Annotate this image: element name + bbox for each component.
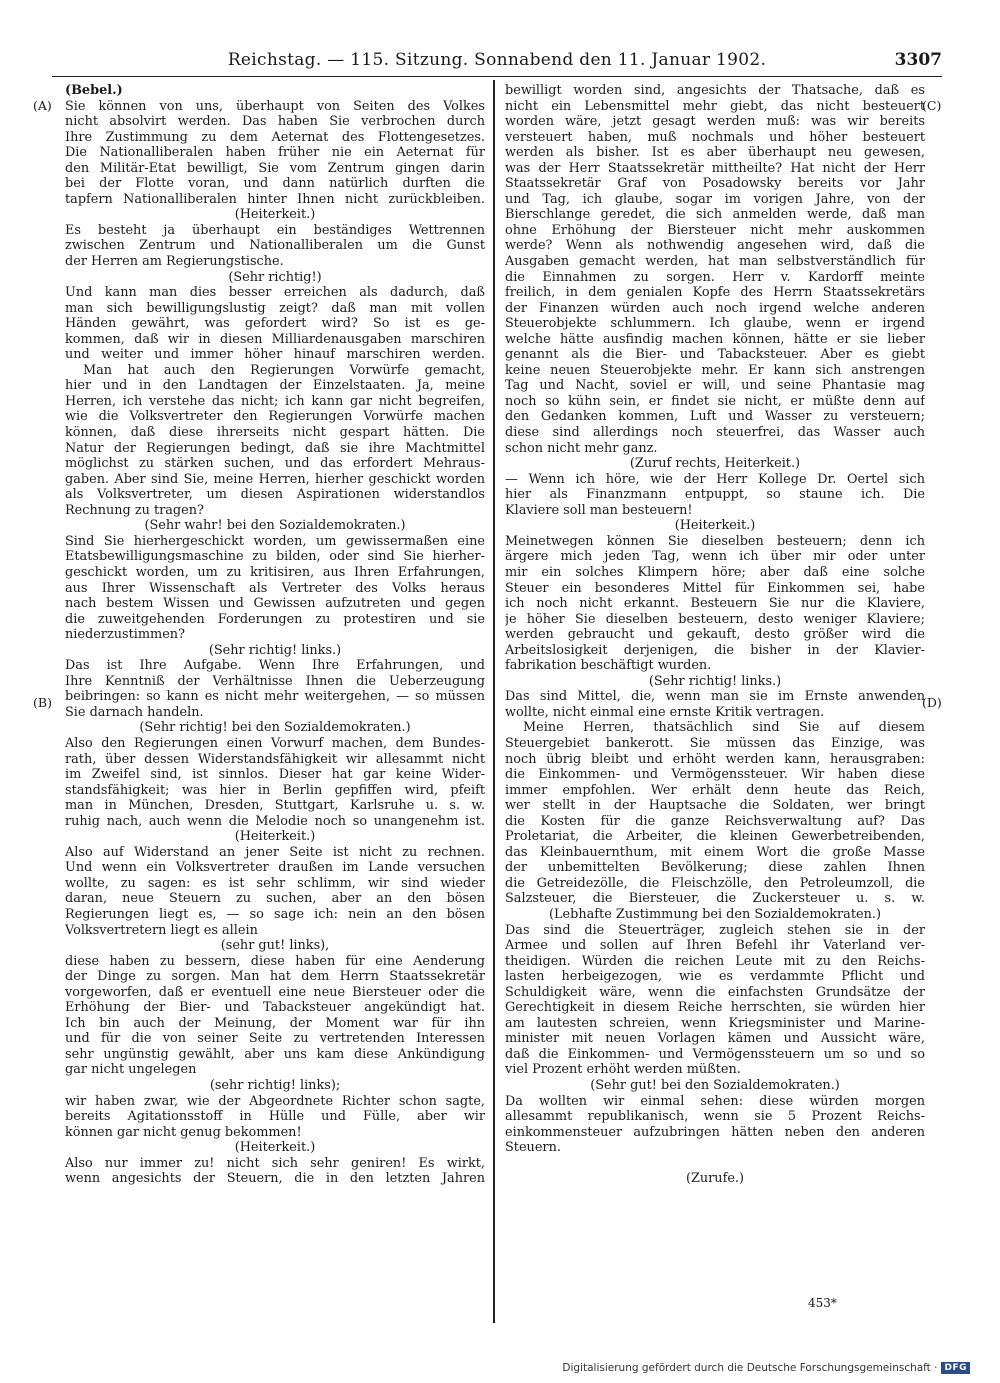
text-line: bei der Flotte voran, und dann natürlich durften die <box>65 176 485 192</box>
left-column <box>65 83 485 1187</box>
text-line: bewilligt worden sind, angesichts der Thatsache, daß es <box>505 83 925 98</box>
text-line: Meinetwegen können Sie dieselben besteuern; denn ich <box>505 533 925 549</box>
text-line: diese haben zu bessern, diese haben für eine Aenderung <box>65 953 485 969</box>
text-line: — Wenn ich höre, wie der Herr Kollege Dr. Oertel sich <box>505 471 925 487</box>
text-line: gaben. Aber sind Sie, meine Herren, hierher geschickt worden <box>65 471 485 487</box>
text-line: möglichst zu stärken suchen, und das erfordert Mehraus- <box>65 456 485 472</box>
text-line: ärgere mich jeden Tag, wenn ich über mir oder unter <box>505 549 925 565</box>
text-line: und Tag, ich glaube, sogar im vorigen Jahre, von der <box>505 191 925 207</box>
text-line: Das sind Mittel, die, wenn man sie im Ernste anwenden <box>505 689 925 705</box>
text-line: Salzsteuer, die Biersteuer, die Zuckersteuer u. s. w. <box>505 891 925 907</box>
margin-marker-d: (D) <box>922 695 942 710</box>
text-line: und für die von seiner Seite zu vertretenden Interessen <box>65 1031 485 1047</box>
text-line: Und kann man dies besser erreichen als dadurch, daß <box>65 285 485 301</box>
text-line: bereits Agitationsstoff in Hülle und Fülle, aber wir <box>65 1109 485 1125</box>
right-column <box>505 83 925 1187</box>
text-line: rath, über dessen Widerstandsfähigkeit wir allesammt nicht <box>65 751 485 767</box>
text-line: Sind Sie hierhergeschickt worden, um gewissermaßen eine <box>65 533 485 549</box>
interjection-line: (Sehr gut! bei den Sozialdemokraten.) <box>590 1078 840 1093</box>
text-line: und weiter und immer höher hinauf marschiren werden. <box>65 347 485 363</box>
text-line: Schuldigkeit wäre, wenn die einfachsten Grundsätze der <box>505 984 925 1000</box>
text-line: Ihre Zustimmung zu dem Aeternat des Flottengesetzes. <box>65 129 485 145</box>
text-line: nach bestem Wissen und Gewissen aufzutreten und gegen <box>65 596 485 612</box>
text-line: minister mit neuen Vorlagen kämen und Aussicht wäre, <box>505 1031 925 1047</box>
interjection-line: (Heiterkeit.) <box>234 207 316 223</box>
text-line: welche hätte ausfindig machen können, hätte er sie lieber <box>505 331 925 347</box>
text-line: Man hat auch den Regierungen Vorwürfe gemacht, <box>83 362 485 378</box>
text-line: Steuerobjekte schlummern. Ich glaube, wenn er irgend <box>505 316 925 332</box>
text-line: Also den Regierungen einen Vorwurf machen, dem Bundes- <box>65 735 485 751</box>
text-line: Herren, ich verstehe das nicht; ich kann gar nicht begreifen, <box>65 393 485 409</box>
text-line: Rechnung zu tragen? <box>65 502 204 518</box>
text-line: versteuert haben, muß nochmals und höher besteuert <box>505 129 925 145</box>
text-line: vorgeworfen, daß er eventuell eine neue Biersteuer oder die <box>65 984 485 1000</box>
interjection-line: (Sehr wahr! bei den Sozialdemokraten.) <box>144 518 406 534</box>
text-line: fabrikation beschäftigt wurden. <box>505 658 712 674</box>
text-line: wollte, zu sagen: es ist sehr schlimm, wir sind wieder <box>65 875 485 891</box>
footer <box>562 1362 970 1374</box>
text-line: Natur der Regierungen bedingt, daß sie ihre Machtmittel <box>65 440 485 456</box>
speaker-name: (Bebel.) <box>65 83 123 98</box>
text-line: am lautesten schreien, wenn Kriegsminister und Marine- <box>505 1015 925 1031</box>
interjection-line: (Heiterkeit.) <box>674 518 756 534</box>
page-header <box>52 42 942 77</box>
text-line: Gerechtigkeit in diesem Reiche herrschten, sie würden hier <box>505 1000 925 1016</box>
text-line: Händen gewährt, was gefordert wird? So ist es ge- <box>65 316 485 332</box>
interjection-line: (Heiterkeit.) <box>234 829 316 845</box>
text-line: einkommensteuer aufzubringen hätten neben den anderen <box>505 1124 925 1140</box>
text-line: daran, neue Steuern zu suchen, aber an den bösen <box>65 891 485 907</box>
text-line: Steuergebiet bankerott. Sie müssen das Einzige, was <box>505 735 925 751</box>
text-line: daß die Einkommen- und Vermögenssteuern um so und so <box>505 1046 925 1062</box>
text-line: werden gebraucht und gekauft, desto größer wird die <box>505 627 925 643</box>
text-line: kommen, daß wir in diesen Milliardenausgaben marschiren <box>65 331 485 347</box>
text-line: noch übrig bleibt und erhöht werden kann, herausgraben: <box>505 751 925 767</box>
text-line: die Einkommen- und Vermögenssteuer. Wir haben diese <box>505 767 925 783</box>
text-line: allesammt republikanisch, wenn sie 5 Prozent Reichs- <box>505 1109 925 1125</box>
text-line: niederzustimmen? <box>65 627 185 643</box>
text-line: Sie können von uns, überhaupt von Seiten des Volkes <box>65 98 485 114</box>
interjection-line: (Zuruf rechts, Heiterkeit.) <box>629 456 801 472</box>
text-line: die zuweitgehenden Forderungen zu protestiren und sie <box>65 611 485 627</box>
text-line: Meine Herren, thatsächlich sind Sie auf diesem <box>523 720 925 736</box>
text-line: schon nicht mehr ganz. <box>505 440 658 456</box>
text-line: das Kleinbauernthum, mit einem Wort die große Masse <box>505 844 925 860</box>
text-line: ich noch nicht erkannt. Besteuern Sie nur die Klaviere, <box>505 596 925 612</box>
interjection-line: (Sehr richtig! links.) <box>648 673 782 689</box>
text-line: wie die Volksvertreter den Regierungen Vorwürfe machen <box>65 409 485 425</box>
text-line: geschickt worden, um zu kritisiren, aus Ihren Erfahrungen, <box>65 564 485 580</box>
margin-marker-a: (A) <box>33 98 52 113</box>
text-line: freilich, in dem genialen Kopfe des Herrn Staatssekretärs <box>505 285 925 301</box>
text-line: Und wenn ein Volksvertreter draußen im Lande versuchen <box>65 860 485 876</box>
text-line: im Zweifel sind, ist sinnlos. Dieser hat gar keine Wider- <box>65 767 485 783</box>
footer-credit: Digitalisierung gefördert durch die Deutsche Forschungsgemeinschaft · <box>562 1362 938 1374</box>
text-line: Also nur immer zu! nicht sich sehr geniren! Es wirkt, <box>65 1155 485 1171</box>
text-line: zwischen Zentrum und Nationalliberalen um die Gunst <box>65 238 485 254</box>
text-line: man sich bewilligungslustig zeigt? daß man mit vollen <box>65 300 485 316</box>
text-line: Das ist Ihre Aufgabe. Wenn Ihre Erfahrungen, und <box>65 658 485 674</box>
text-line: aus Ihrer Wissenschaft als Vertreter des Volks heraus <box>65 580 485 596</box>
running-title: Reichstag. — 115. Sitzung. Sonnabend den 11. Januar 1902. <box>227 50 767 70</box>
text-line: die Kosten für die ganze Reichsverwaltung auf? Das <box>505 813 925 829</box>
interjection-line: (sehr gut! links), <box>220 938 330 954</box>
text-line: werde? Wenn als nothwendig angesehen wird, daß die <box>505 238 925 254</box>
text-line: werden als bisher. Ist es aber überhaupt neu gewesen, <box>505 145 925 161</box>
text-line: der Dinge zu sorgen. Man hat dem Herrn Staatssekretär <box>65 969 485 985</box>
text-line: Volksvertretern liegt es allein <box>65 922 258 938</box>
text-line: Tag und Nacht, soviel er will, und seine Phantasie mag <box>505 378 925 394</box>
text-line: können, daß diese ihrerseits nicht gespart hätten. Die <box>65 425 485 441</box>
text-line: Klaviere soll man besteuern! <box>505 502 693 518</box>
margin-marker-c: (C) <box>922 98 942 113</box>
text-line: sehr ungünstig gewählt, aber uns kam diese Ankündigung <box>65 1046 485 1062</box>
dfg-logo-icon: DFG <box>941 1362 970 1374</box>
text-line: Bierschlange geredet, die sich anmelden werde, daß man <box>505 207 925 223</box>
text-line: Staatssekretär Graf von Posadowsky bereits vor Jahr <box>505 176 925 192</box>
text-line: diese sind allerdings noch steuerfrei, das Wasser auch <box>505 425 925 441</box>
text-line: hier als Finanzmann entpuppt, so staune ich. Die <box>505 487 925 503</box>
page-number: 3307 <box>894 50 942 70</box>
text-line: noch so kühn sein, er findet sie nicht, er müßte denn auf <box>505 393 925 409</box>
text-line: nicht ein Lebensmittel mehr giebt, das nicht besteuert <box>505 98 925 114</box>
text-line: gar nicht ungelegen <box>65 1062 197 1078</box>
margin-marker-b: (B) <box>33 695 52 710</box>
text-line: Da wollten wir einmal sehen: diese würden morgen <box>505 1093 925 1109</box>
text-line: den Gedanken kommen, Luft und Wasser zu versteuern; <box>505 409 925 425</box>
text-line: ruhig nach, auch wenn die Melodie noch so unangenehm ist. <box>65 813 485 829</box>
text-line: je höher Sie dieselben besteuern, desto weniger Klaviere; <box>505 611 925 627</box>
text-line: der unbemittelten Bevölkerung; diese zahlen Ihnen <box>505 860 925 876</box>
text-line: wir haben zwar, wie der Abgeordnete Richter schon sagte, <box>65 1093 485 1109</box>
text-line: Steuer ein besonderes Mittel für Einkommen sei, habe <box>505 580 925 596</box>
text-line: Etatsbewilligungsmaschine zu bilden, oder sind Sie hierher- <box>65 549 485 565</box>
text-line: den Militär-Etat bewilligt, Sie vom Zentrum gingen darin <box>65 160 485 176</box>
interjection-line: (Lebhafte Zustimmung bei den Sozialdemokraten.) <box>549 906 881 922</box>
text-line: können gar nicht genug bekommen! <box>65 1124 302 1140</box>
text-line: ohne Erhöhung der Biersteuer nicht mehr auskommen <box>505 222 925 238</box>
text-line: was der Herr Staatssekretär mittheilte? Hat nicht der Herr <box>505 160 925 176</box>
text-line: Ausgaben gemacht werden, hat man selbstverständlich für <box>505 254 925 270</box>
text-line: worden wäre, jetzt gesagt werden muß: was wir bereits <box>505 114 925 130</box>
text-line: der Finanzen würden auch noch irgend welche anderen <box>505 300 925 316</box>
interjection-line: (Heiterkeit.) <box>234 1140 316 1156</box>
text-line: Ich bin auch der Meinung, der Moment war für ihn <box>65 1015 485 1031</box>
text-line: immer empfohlen. Wer erhält denn heute das Reich, <box>505 782 925 798</box>
column-divider <box>493 80 495 1323</box>
text-line <box>505 1156 925 1172</box>
text-line: hier und in den Landtagen der Einzelstaaten. Ja, meine <box>65 378 485 394</box>
text-line: mir ein solches Klimpern höre; aber daß eine solche <box>505 564 925 580</box>
text-line: nicht absolvirt werden. Das haben Sie verbrochen durch <box>65 114 485 130</box>
text-line: viel Prozent erhöht werden müßten. <box>505 1062 741 1078</box>
text-line: Steuern. <box>505 1140 561 1156</box>
text-line: als Volksvertreter, um diesen Aspirationen widerstandlos <box>65 487 485 503</box>
text-line: genannt als die Bier- und Tabacksteuer. Aber es giebt <box>505 347 925 363</box>
interjection-line: (Zurufe.) <box>685 1171 745 1187</box>
interjection-line: (Sehr richtig!) <box>228 269 322 285</box>
interjection-line: (sehr richtig! links); <box>209 1078 341 1093</box>
text-line: theidigen. Würden die reichen Leute mit zu den Reichs- <box>505 953 925 969</box>
interjection-line: (Sehr richtig! links.) <box>208 642 342 658</box>
text-line: tapfern Nationalliberalen hinter Ihnen nicht zurückbleiben. <box>65 191 485 207</box>
text-line: wollte, nicht einmal eine ernste Kritik vertragen. <box>505 704 825 720</box>
text-line: Ihre Kenntniß der Verhältnisse Ihnen die Ueberzeugung <box>65 673 485 689</box>
interjection-line: (Sehr richtig! bei den Sozialdemokraten.) <box>139 720 411 736</box>
text-line: der Herren am Regierungstische. <box>65 254 284 270</box>
text-line: beibringen: so kann es nicht mehr weitergehen, — so müssen <box>65 689 485 705</box>
text-line: wer stellt in der Hauptsache die Soldaten, wer bringt <box>505 798 925 814</box>
sheet-number: 453* <box>808 1296 837 1310</box>
text-line: keine neuen Steuerobjekte mehr. Er kann sich anstrengen <box>505 362 925 378</box>
text-line: die Einnahmen zu sorgen. Herr v. Kardorff meinte <box>505 269 925 285</box>
text-line: Armee und sollen auf Ihren Befehl ihr Vaterland ver- <box>505 938 925 954</box>
text-line: Proletariat, die Arbeiter, die kleinen Gewerbetreibenden, <box>505 829 925 845</box>
text-line: wenn angesichts der Steuern, die in den letzten Jahren <box>65 1171 485 1187</box>
text-line: lasten herbeigezogen, wie es verdammte Pflicht und <box>505 969 925 985</box>
text-line: Es besteht ja überhaupt ein beständiges Wettrennen <box>65 222 485 238</box>
text-line: Die Nationalliberalen haben früher nie ein Aeternat für <box>65 145 485 161</box>
text-line: Regierungen liegt es, — so sage ich: nein an den bösen <box>65 906 485 922</box>
text-line: die Getreidezölle, die Fleischzölle, den Petroleumzoll, die <box>505 875 925 891</box>
text-line: Das sind die Steuerträger, zugleich stehen sie in der <box>505 922 925 938</box>
text-line: Arbeitslosigkeit derjenigen, die bisher in der Klavier- <box>505 642 925 658</box>
text-line: man in München, Dresden, Stuttgart, Karlsruhe u. s. w. <box>65 798 485 814</box>
text-line: Sie darnach handeln. <box>65 704 204 720</box>
text-line: Also auf Widerstand an jener Seite ist nicht zu rechnen. <box>65 844 485 860</box>
text-line: Erhöhung der Bier- und Tabacksteuer angekündigt hat. <box>65 1000 485 1016</box>
text-line: standsfähigkeit; was hier in Berlin gepfiffen wird, pfeift <box>65 782 485 798</box>
